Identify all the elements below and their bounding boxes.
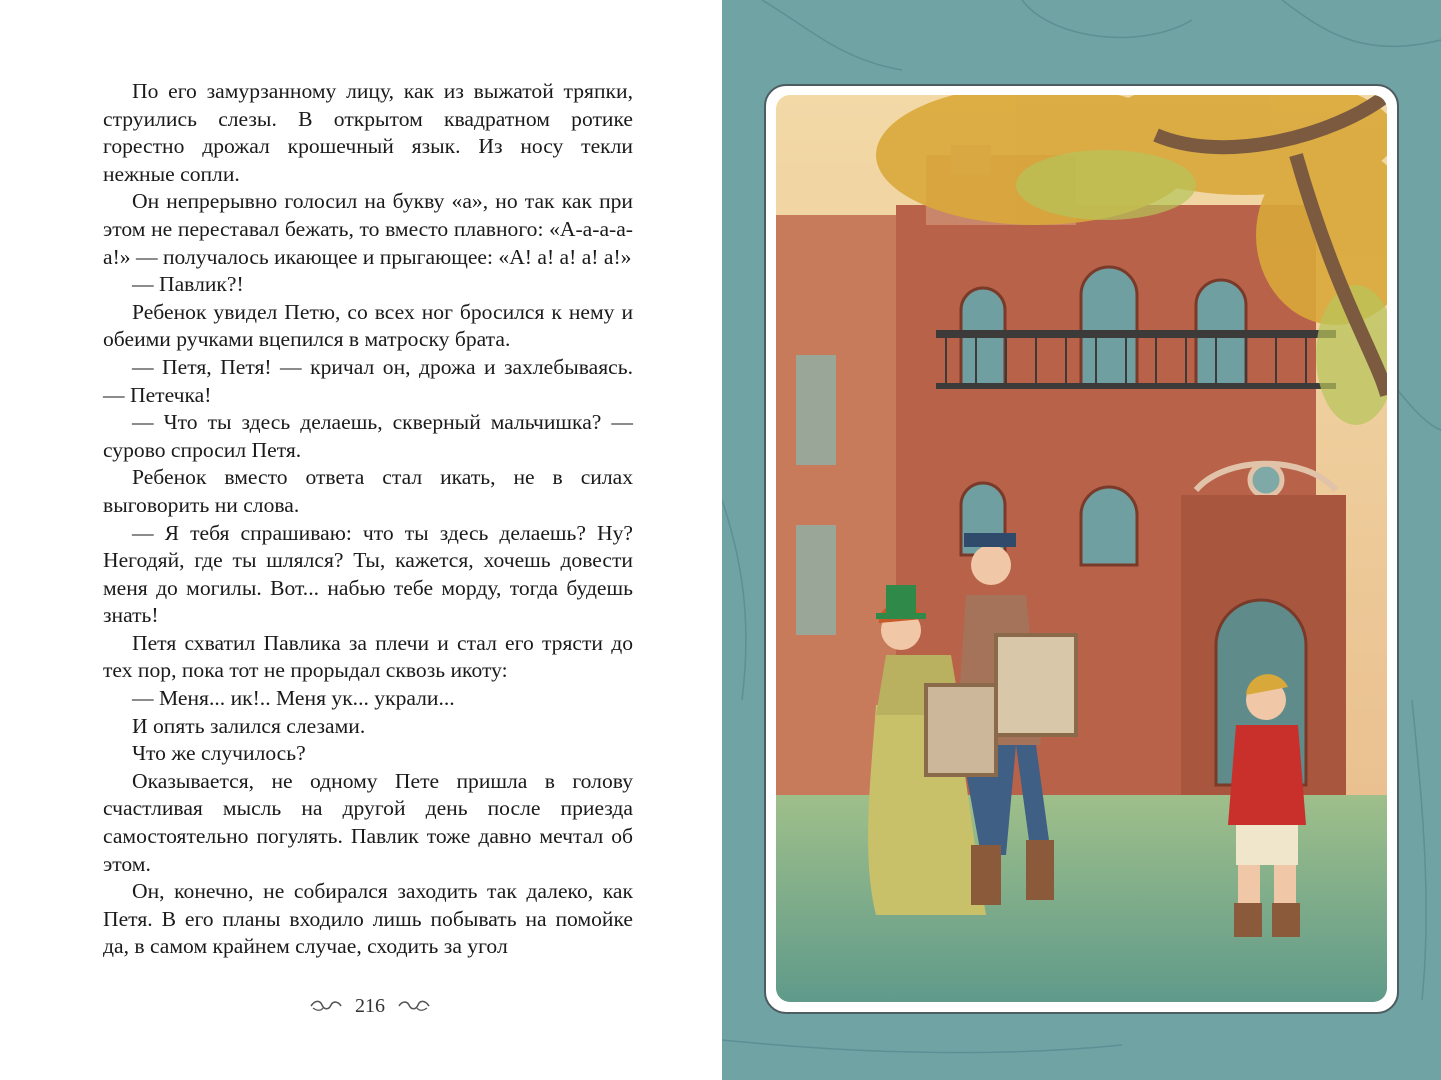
illustration-page xyxy=(722,0,1441,1080)
text-block xyxy=(103,78,633,961)
paragraph: — Петя, Петя! — кричал он, дрожа и захлебываясь. — Петечка! xyxy=(103,354,633,407)
paragraph: Он, конечно, не собирался заходить так далеко, как Петя. В его планы входило лишь побывать на помойке да, в самом крайнем случае, сходить за угол xyxy=(103,879,633,959)
paragraph: — Меня... ик!.. Меня ук... украли... xyxy=(132,686,455,711)
page-number xyxy=(300,992,440,1020)
paragraph: Ребенок увидел Петю, со всех ног бросился к нему и обеими ручками вцепился в матроску брата. xyxy=(103,299,633,352)
paragraph: Петя схватил Павлика за плечи и стал его трясти до тех пор, пока тот не прорыдал сквозь икоту: xyxy=(103,630,633,683)
page-number-text: 216 xyxy=(355,994,385,1017)
paragraph: По его замурзанному лицу, как из выжатой тряпки, струились слезы. В открытом квадратном ротике горестно дрожал крошечный язык. Из носу текли нежные сопли. xyxy=(103,79,633,186)
paragraph: — Что ты здесь делаешь, скверный мальчишка? — сурово спросил Петя. xyxy=(103,410,633,462)
ornament-flourish-icon xyxy=(309,999,343,1013)
ornament-flourish-icon xyxy=(397,999,431,1013)
paragraph: И опять залился слезами. xyxy=(132,713,366,738)
paragraph: Что же случилось? xyxy=(132,741,306,766)
paragraph: Ребенок вместо ответа стал икать, не в силах выговорить ни слова. xyxy=(103,465,633,517)
paragraph: Оказывается, не одному Пете пришла в голову счастливая мысль на другой день после приезда самостоятельно погулять. Павлик тоже давно мечтал об этом. xyxy=(103,768,633,876)
paragraph: Он непрерывно голосил на букву «а», но так как при этом не переставал бежать, то вместо плавного: «А-а-а-а-а!» — получалось икающее и прыгающее: «А! а! а! а! а!» xyxy=(103,189,633,269)
paragraph: — Павлик?! xyxy=(132,272,244,297)
story-illustration xyxy=(776,95,1387,1002)
paragraph: — Я тебя спрашиваю: что ты здесь делаешь? Ну? Негодяй, где ты шлялся? Ты, кажется, хочешь довести меня до могилы. Вот... набью тебе морду, тогда будешь знать! xyxy=(103,520,633,628)
